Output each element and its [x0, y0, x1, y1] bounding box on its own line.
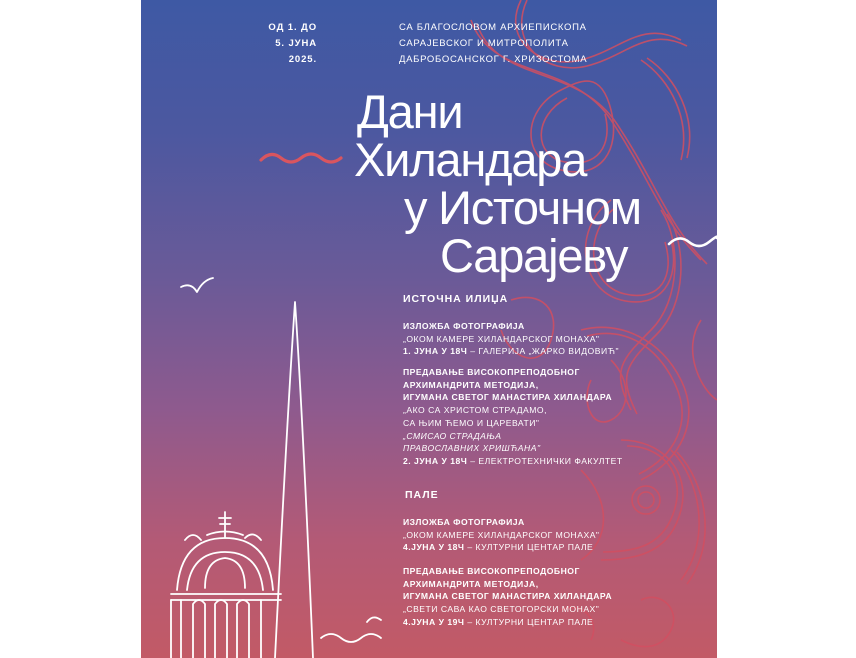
poster	[141, 0, 717, 658]
poster-title-line: Сарајеву	[440, 229, 628, 282]
event-title: „АКО СА ХРИСТОМ СТРАДАМО,	[403, 405, 547, 416]
event-lecture-ilidza	[403, 366, 703, 468]
event-type: ПРЕДАВАЊЕ ВИСОКОПРЕПОДОБНОГ	[403, 367, 580, 377]
date-line: 5. ЈУНА	[275, 38, 317, 49]
event-venue: – КУЛТУРНИ ЦЕНТАР ПАЛЕ	[464, 542, 594, 553]
poster-title-line: у Источном	[404, 181, 641, 234]
dome-icon	[177, 538, 273, 590]
spire-icon	[275, 302, 313, 658]
poster-title-line: Хиландара	[354, 133, 587, 186]
section-heading-pale: ПАЛЕ	[405, 489, 439, 501]
event-lecture-pale	[403, 565, 703, 629]
date-line: 2025.	[288, 54, 317, 65]
event-type: ПРЕДАВАЊЕ ВИСОКОПРЕПОДОБНОГ	[403, 566, 580, 576]
bird-icon	[181, 278, 213, 292]
event-venue: – ЕЛЕКТРОТЕХНИЧКИ ФАКУЛТЕТ	[467, 455, 623, 466]
poster-title-line: Дани	[357, 85, 463, 138]
event-photo-exhibition-ilidza	[403, 320, 703, 358]
event-subtitle: ПРАВОСЛАВНИХ ХРИШЋАНА"	[403, 443, 541, 454]
event-venue: – ГАЛЕРИЈА „ЖАРКО ВИДОВИЋ"	[467, 346, 620, 357]
blessing-line: САРАЈЕВСКОГ И МИТРОПОЛИТА	[399, 38, 569, 49]
blessing-line: ДАБРОБОСАНСКОГ Г. ХРИЗОСТОМА	[399, 54, 588, 65]
cross-icon	[219, 512, 231, 532]
event-title: „ОКОМ КАМЕРЕ ХИЛАНДАРСКОГ МОНАХА"	[403, 529, 600, 540]
event-time: 1. ЈУНА У 18Ч	[403, 346, 468, 357]
event-title: „ОКОМ КАМЕРЕ ХИЛАНДАРСКОГ МОНАХА"	[403, 333, 600, 344]
blessing-line: СА БЛАГОСЛОВОМ АРХИЕПИСКОПА	[399, 22, 587, 33]
event-type: АРХИМАНДРИТА МЕТОДИЈА,	[403, 578, 539, 589]
date-line: ОД 1. ДО	[268, 22, 317, 33]
event-dates	[237, 20, 317, 68]
event-time: 4.ЈУНА У 19Ч	[403, 616, 465, 627]
event-type: ИЗЛОЖБА ФОТОГРАФИЈА	[403, 321, 525, 331]
event-title: „СВЕТИ САВА КАО СВЕТОГОРСКИ МОНАХ"	[403, 604, 600, 615]
event-type: ИГУМАНА СВЕТОГ МАНАСТИРА ХИЛАНДАРА	[403, 392, 613, 403]
event-photo-exhibition-pale	[403, 516, 703, 554]
event-subtitle: „СМИСАО СТРАДАЊА	[403, 430, 502, 441]
event-title: СА ЊИМ ЋЕМО И ЦАРЕВАТИ"	[403, 417, 540, 428]
event-time: 4.ЈУНА У 18Ч	[403, 542, 465, 553]
event-time: 2. ЈУНА У 18Ч	[403, 455, 468, 466]
event-venue: – КУЛТУРНИ ЦЕНТАР ПАЛЕ	[464, 616, 594, 627]
event-type: ИГУМАНА СВЕТОГ МАНАСТИРА ХИЛАНДАРА	[403, 591, 613, 602]
blessing-text	[399, 20, 629, 68]
section-heading-istocna-ilidza: ИСТОЧНА ИЛИЏА	[403, 293, 509, 305]
event-type: ИЗЛОЖБА ФОТОГРАФИЈА	[403, 517, 525, 527]
event-type: АРХИМАНДРИТА МЕТОДИЈА,	[403, 379, 539, 390]
